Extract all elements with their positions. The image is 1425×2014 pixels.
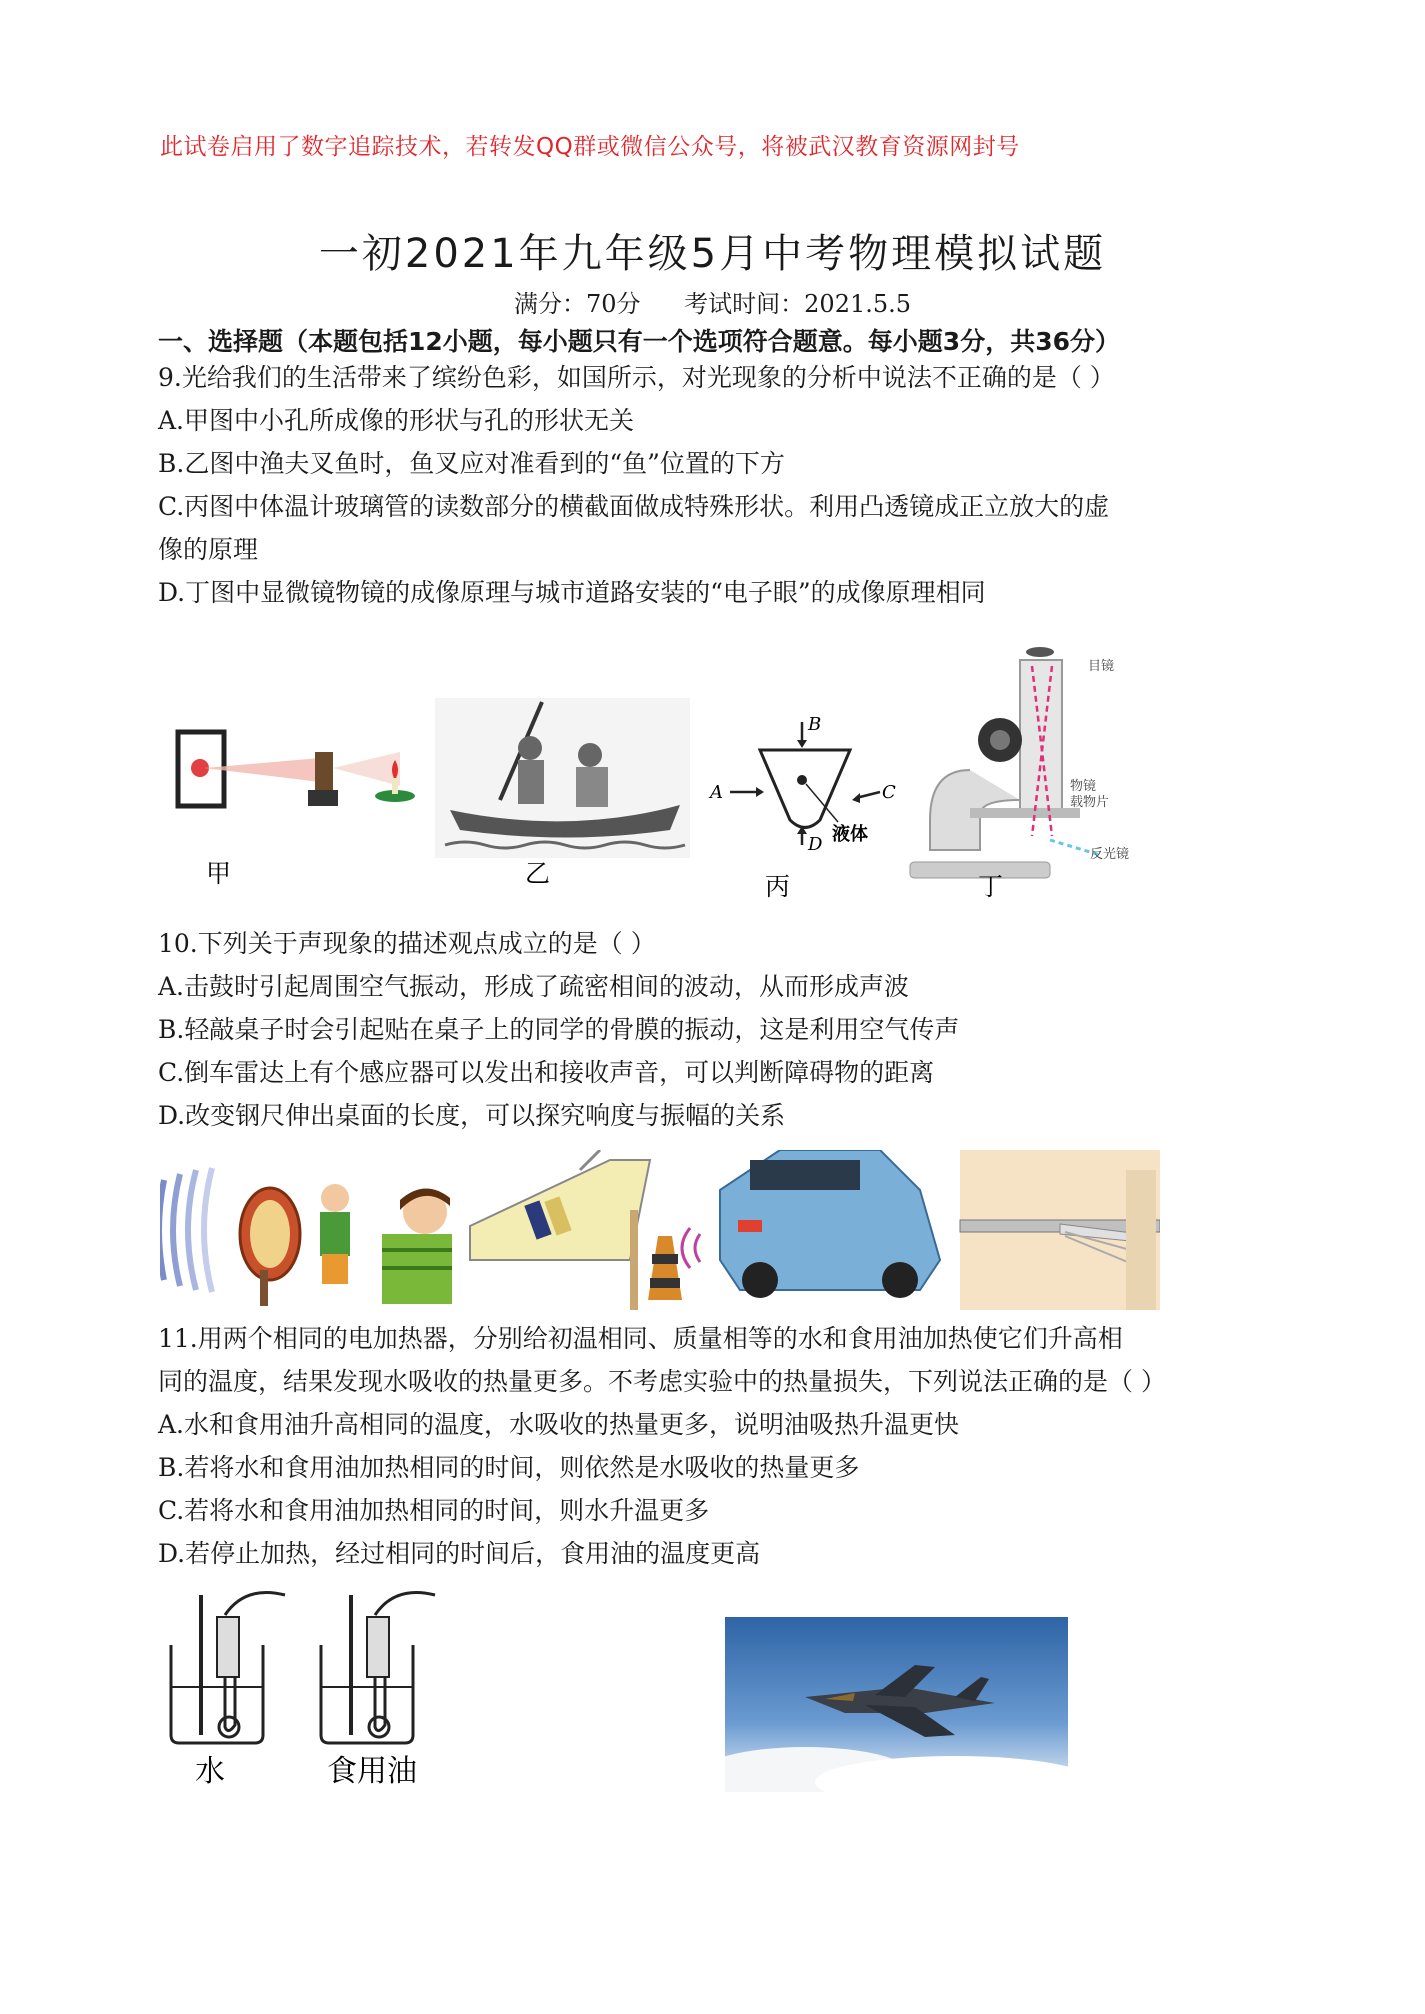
question-10-option-a: A.击鼓时引起周围空气振动，形成了疏密相间的波动，从而形成声波: [158, 972, 910, 1001]
question-11-option-c: C.若将水和食用油加热相同的时间，则水升温更多: [158, 1496, 710, 1525]
question-10-option-c: C.倒车雷达上有个感应器可以发出和接收声音，可以判断障碍物的距离: [158, 1058, 935, 1087]
water-beaker-figure: [171, 1593, 285, 1744]
question-11-option-d: D.若停止加热，经过相同的时间后，食用油的温度更高: [158, 1539, 761, 1568]
caption-bing: 丙: [765, 872, 791, 901]
question-11-figures: [165, 1585, 505, 1785]
caption-yi: 乙: [525, 859, 551, 888]
exam-meta: [0, 284, 1425, 319]
label-c: C: [882, 782, 896, 803]
question-9-figures: [170, 640, 1170, 910]
exam-time: 考试时间：2021.5.5: [684, 290, 912, 318]
label-mirror: 反光镜: [1090, 847, 1130, 862]
section-heading: 一、选择题（本题包括12小题，每小题只有一个选项符合题意。每小题3分，共36分）: [158, 327, 1120, 356]
tracking-warning: 此试卷启用了数字追踪技术，若转发QQ群或微信公众号，将被武汉教育资源网封号: [160, 134, 1020, 160]
pinhole-figure: [178, 732, 415, 806]
label-b: B: [808, 714, 822, 735]
fisherman-figure: [435, 698, 690, 858]
reversing-radar-figure: [648, 1150, 940, 1300]
question-11-stem-line2: 同的温度，结果发现水吸收的热量更多。不考虑实验中的热量损失，下列说法正确的是（ ）: [158, 1367, 1166, 1396]
label-slide: 载物片: [1070, 795, 1110, 810]
question-9-option-d: D.丁图中显微镜物镜的成像原理与城市道路安装的“电子眼”的成像原理相同: [158, 578, 986, 607]
question-9-option-a: A.甲图中小孔所成像的形状与孔的形状无关: [158, 406, 635, 435]
thermometer-section-figure: [708, 714, 896, 855]
label-eyepiece: 目镜: [1088, 659, 1115, 674]
question-10-stem: 10.下列关于声现象的描述观点成立的是（ ）: [158, 929, 656, 958]
question-10-option-b: B.轻敲桌子时会引起贴在桌子上的同学的骨膜的振动，这是利用空气传声: [158, 1015, 960, 1044]
question-9-option-c-cont: 像的原理: [158, 535, 259, 564]
caption-water: 水: [195, 1754, 225, 1785]
caption-ding: 丁: [978, 872, 1004, 901]
steel-ruler-figure: [960, 1150, 1160, 1310]
question-11-option-b: B.若将水和食用油加热相同的时间，则依然是水吸收的热量更多: [158, 1453, 860, 1482]
label-objective: 物镜: [1070, 779, 1097, 794]
label-liquid: 液体: [832, 824, 868, 845]
question-11-option-a: A.水和食用油升高相同的温度，水吸收的热量更多，说明油吸热升温更快: [158, 1410, 960, 1439]
exam-title: 一初2021年九年级5月中考物理模拟试题: [318, 231, 1107, 277]
label-d: D: [808, 834, 823, 855]
drum-figure: [160, 1168, 350, 1306]
question-10-option-d: D.改变钢尺伸出桌面的长度，可以探究响度与振幅的关系: [158, 1101, 786, 1130]
question-11-stem-line1: 11.用两个相同的电加热器，分别给初温相同、质量相等的水和食用油加热使它们升高相: [158, 1324, 1123, 1353]
question-9-stem: 9.光给我们的生活带来了缤纷色彩，如国所示，对光现象的分析中说法不正确的是（ ）: [158, 363, 1115, 392]
fighter-jet-photo: [725, 1617, 1068, 1792]
caption-oil: 食用油: [327, 1754, 417, 1785]
question-9-option-b: B.乙图中渔夫叉鱼时，鱼叉应对准看到的“鱼”位置的下方: [158, 449, 785, 478]
oil-beaker-figure: [321, 1593, 435, 1744]
question-10-figures: [160, 1150, 1160, 1310]
microscope-figure: [910, 647, 1129, 878]
caption-jia: 甲: [206, 859, 232, 888]
question-9-option-c: C.丙图中体温计玻璃管的读数部分的横截面做成特殊形状。利用凸透镜成正立放大的虚: [158, 492, 1110, 521]
label-a: A: [710, 782, 723, 803]
full-score: 满分：70分: [513, 290, 641, 318]
table-knock-figure: [382, 1150, 650, 1310]
